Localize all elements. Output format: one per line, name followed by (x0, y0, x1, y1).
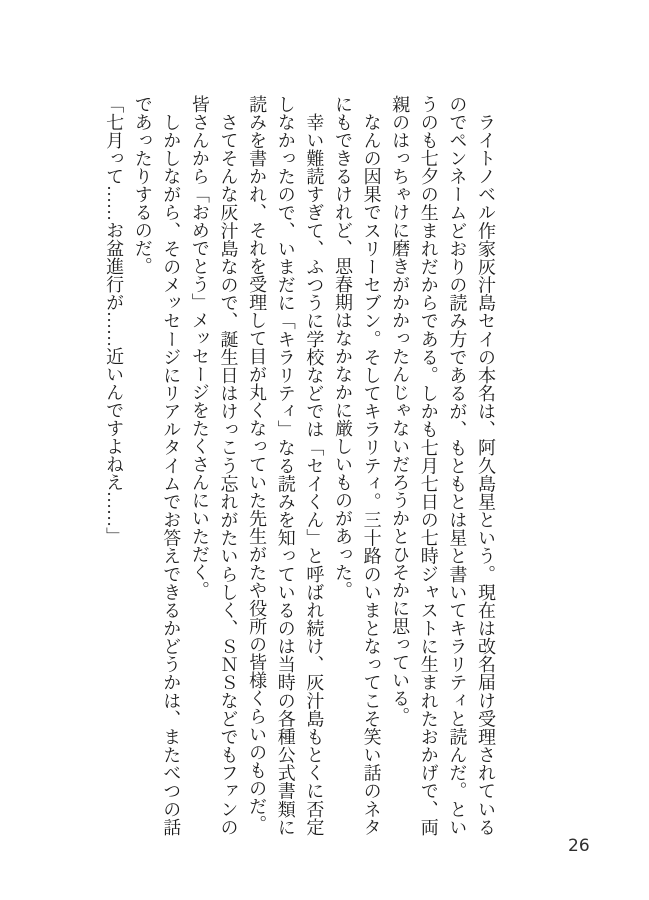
body-paragraph: さてそんな灰汁島なので、誕生日はけっこう忘れがたいらしく、ＳＮＳなどでもファンの皆さんから「おめでとう」メッセージをたくさんにいただく。 (189, 95, 239, 836)
body-paragraph: 幸い難読すぎて、ふつうに学校などでは「セイくん」と呼ばれ続け、灰汁島もとくに否定しなかったので、いまだに「キラリティ」なる読みを知っているのは当時の各種公式書類に読みを書かれ、それを受理して目が丸くなっていた先生がたや役所の皆様くらいのものだ。 (247, 95, 325, 837)
body-paragraph: なんの因果でスリーセブン。そしてキラリティ。三十路のいまとなってこそ笑い話のネタにもできるけれど、思春期はなかなかに厳しいものがあった。 (332, 95, 382, 836)
page-number: 26 (568, 836, 590, 856)
body-paragraph: しかしながら、そのメッセージにリアルタイムでお答えできるかどうかは、またべつの話であったりするのだ。 (132, 95, 182, 836)
body-paragraph: ライトノベル作家灰汁島セイの本名は、阿久島星という。現在は改名届け受理されているのでペンネームどおりの読み方であるが、もともとは星と書いてキラリティと読んだ。というのも七夕の生まれだからである。しかも七月七日の七時ジャストに生まれたおかげで、両親のはっちゃけに磨きがかかったんじゃないだろうかとひそかに思っている。 (390, 95, 496, 837)
body-text (99, 95, 500, 836)
dialogue-line: 「七月って……お盆進行が……近いんですよねえ……」 (104, 95, 125, 545)
